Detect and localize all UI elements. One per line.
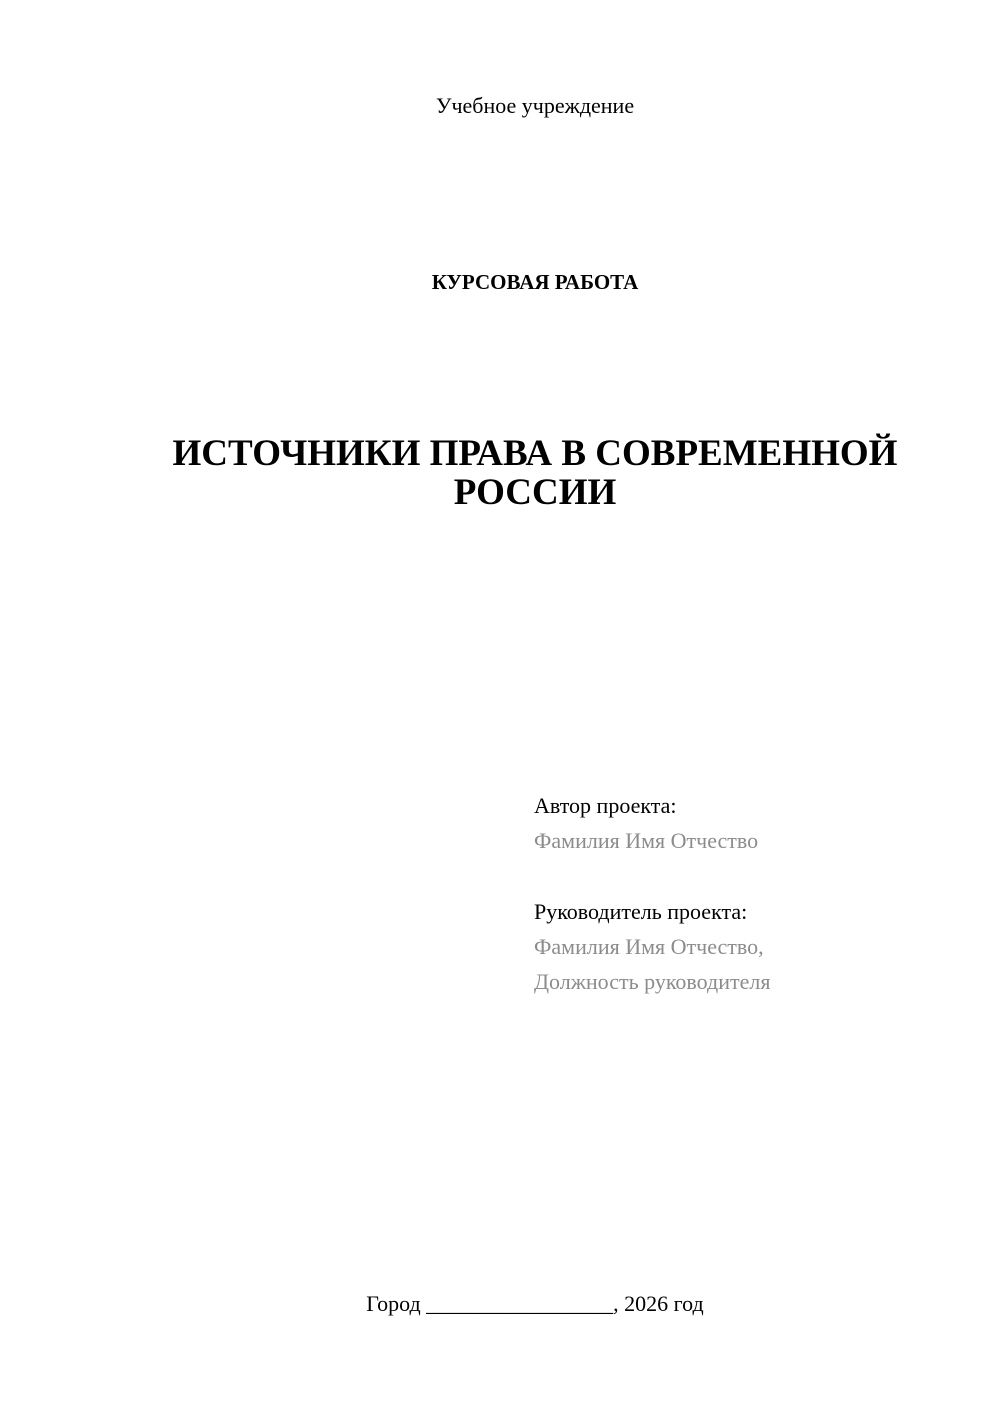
institution-name: Учебное учреждение bbox=[435, 93, 635, 118]
supervisor-label: Руководитель проекта: bbox=[534, 899, 748, 924]
authors-block bbox=[534, 788, 974, 999]
document-title-line-2: РОССИИ bbox=[453, 472, 617, 513]
supervisor-position: Должность руководителя bbox=[534, 969, 771, 994]
document-type: КУРСОВАЯ РАБОТА bbox=[431, 270, 639, 294]
author-name: Фамилия Имя Отчество bbox=[534, 828, 759, 853]
document-title-line-1: ИСТОЧНИКИ ПРАВА В СОВРЕМЕННОЙ bbox=[172, 433, 898, 474]
supervisor-name: Фамилия Имя Отчество, bbox=[534, 934, 764, 959]
city-year-line: Город _________________, 2026 год bbox=[366, 1291, 704, 1316]
document-title bbox=[100, 434, 970, 512]
author-label: Автор проекта: bbox=[534, 793, 677, 818]
authors-spacer bbox=[534, 858, 974, 894]
